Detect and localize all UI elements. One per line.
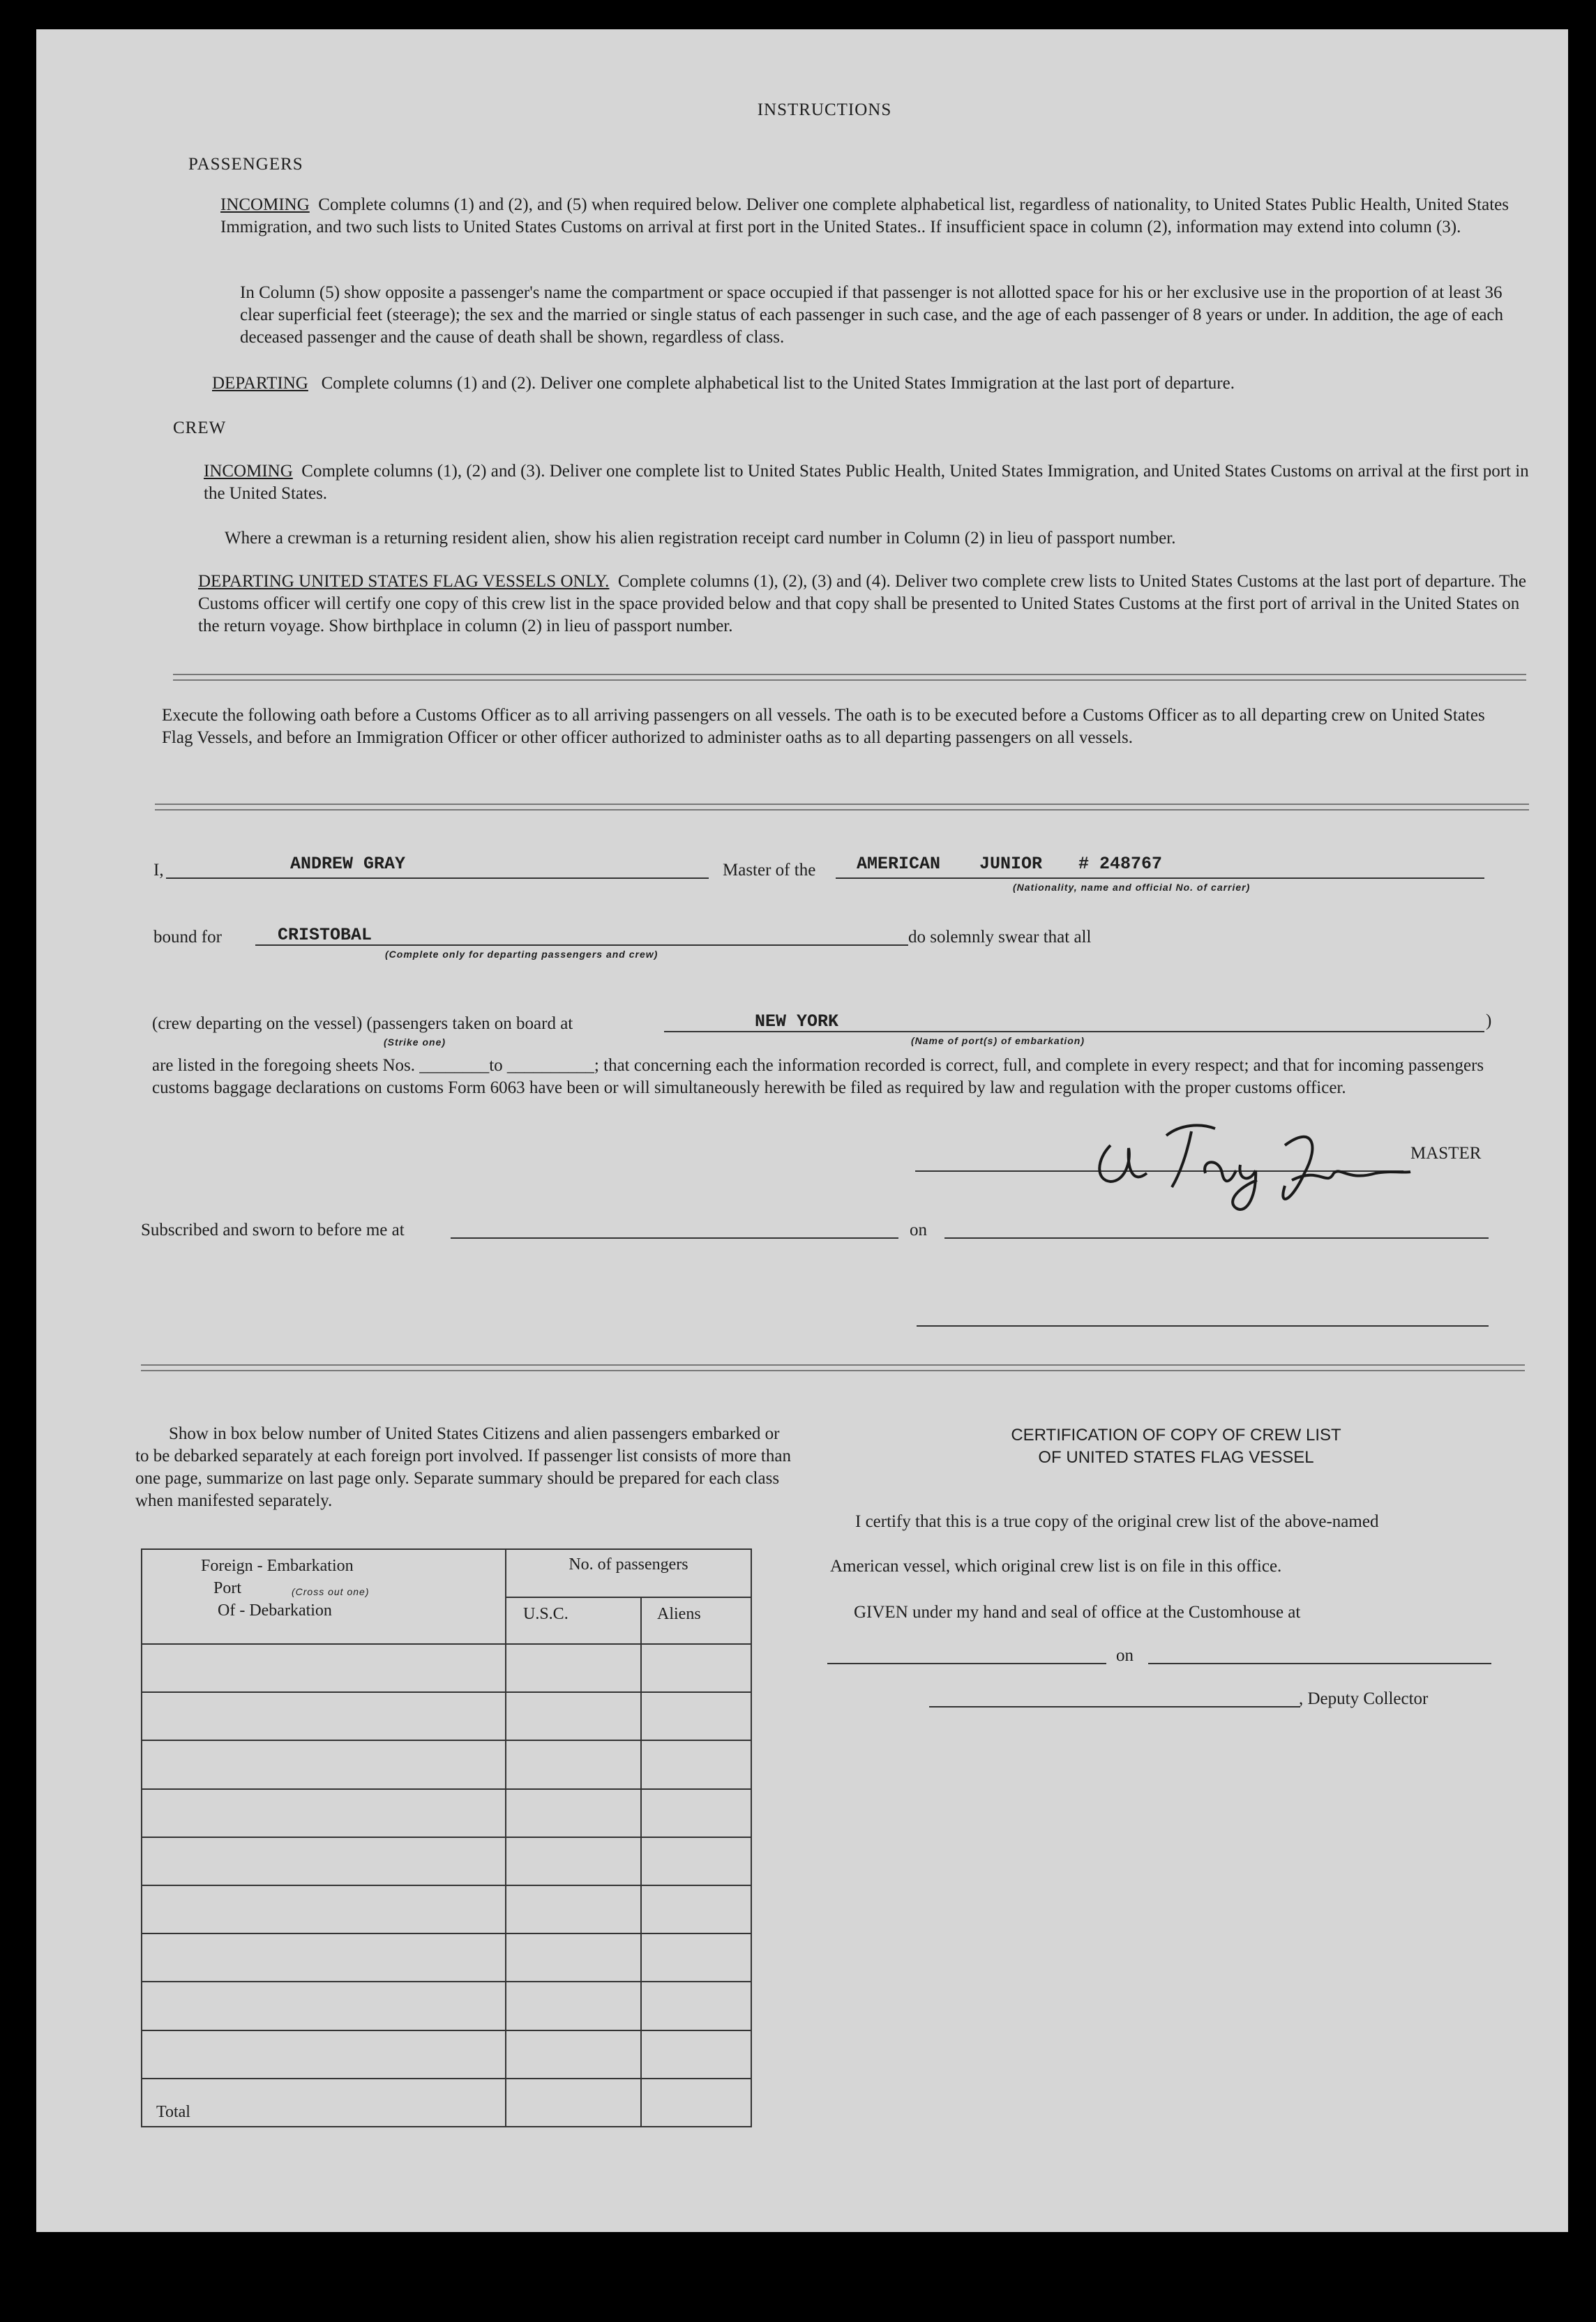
divider: [155, 804, 1529, 811]
header-aliens: Aliens: [641, 1597, 751, 1644]
bound-for-label: bound for: [153, 928, 222, 947]
vessel-line: [836, 877, 1484, 879]
deputy-collector-label: , Deputy Collector: [1299, 1689, 1429, 1708]
subscribed-label: Subscribed and sworn to before me at: [141, 1221, 405, 1239]
given-text: GIVEN under my hand and seal of office at the Customhouse at: [854, 1603, 1301, 1622]
officer-signature-line[interactable]: [917, 1325, 1489, 1327]
certification-title: [862, 1424, 1490, 1469]
oath-instruction: Execute the following oath before a Customs Officer as to all arriving passengers on all vessels. The oath is to be executed before a Customs Officer as to all departing crew on United States Flag Vessels, and before an Immigration Officer or other officer authorized to administer oaths as to all departing passengers on all vessels.: [162, 706, 1485, 747]
crew-incoming-label: INCOMING: [204, 462, 293, 481]
passengers-departing-label: DEPARTING: [212, 374, 308, 393]
certify-text: I certify that this is a true copy of the original crew list of the above-named: [855, 1512, 1379, 1531]
passengers-departing-text: Complete columns (1) and (2). Deliver one complete alphabetical list to the United States Immigration at the last port of departure.: [321, 374, 1235, 393]
crew-incoming-paragraph: [204, 460, 1529, 505]
closing-paren: ): [1486, 1011, 1492, 1030]
table-row[interactable]: [142, 1644, 751, 1692]
summary-instructions: Show in box below number of United States Citizens and alien passengers embarked or to be debarked separately at each foreign port involved. If passenger list consists of more than one page, summarize on last page only. Separate summary should be prepared for each class when manifested separately.: [135, 1424, 791, 1510]
deputy-collector-line[interactable]: [929, 1706, 1300, 1707]
listed-text: are listed in the foregoing sheets Nos. ________to __________; that concerning each the information recorded is correct, full, and complete in every respect; and that for incoming passengers customs baggage declarations on customs Form 6063 have been or will simultaneously herewith be filed as required by law and regulation with the proper customs officer.: [152, 1056, 1484, 1097]
header-cross-out: (Cross out one): [292, 1586, 370, 1597]
passengers-incoming-label: INCOMING: [220, 195, 310, 214]
header-foreign-port: [142, 1549, 506, 1644]
document-page: [36, 29, 1568, 2232]
master-label: MASTER: [1410, 1144, 1482, 1163]
master-name-line: [166, 877, 709, 879]
swear-text: do solemnly swear that all: [908, 928, 1092, 947]
bound-for-value: CRISTOBAL: [278, 925, 372, 945]
passengers-incoming-paragraph: [220, 194, 1539, 239]
master-signature: [1083, 1103, 1417, 1236]
table-row[interactable]: [142, 1740, 751, 1788]
port-caption: (Name of port(s) of embarkation): [911, 1035, 1085, 1046]
passengers-heading: PASSENGERS: [188, 155, 303, 174]
table-row[interactable]: [142, 1982, 751, 2030]
certify-text-2: American vessel, which original crew list is on file in this office.: [830, 1557, 1282, 1576]
vessel-caption: (Nationality, name and official No. of carrier): [1013, 882, 1251, 893]
header-usc: U.S.C.: [506, 1597, 641, 1644]
crew-departing-label: DEPARTING UNITED STATES FLAG VESSELS ONLY.: [198, 572, 610, 591]
subscribed-on-label: on: [910, 1221, 927, 1239]
table-row[interactable]: [142, 2030, 751, 2079]
oath-i-label: I,: [153, 861, 164, 880]
crew-heading: CREW: [173, 419, 227, 437]
certification-date-line[interactable]: [1148, 1663, 1491, 1664]
crew-departing-paragraph: [198, 571, 1537, 638]
customhouse-line[interactable]: [827, 1663, 1106, 1664]
table-row[interactable]: [142, 1837, 751, 1885]
table-row[interactable]: [142, 1933, 751, 1982]
table-row[interactable]: [142, 1885, 751, 1933]
master-name-value: ANDREW GRAY: [290, 854, 406, 874]
total-row[interactable]: [142, 2079, 751, 2127]
crew-returning-text: Where a crewman is a returning resident alien, show his alien registration receipt card number in Column (2) in lieu of passport number.: [225, 529, 1176, 548]
crew-strike-text: (crew departing on the vessel) (passengers taken on board at: [152, 1014, 573, 1033]
vessel-name-value: JUNIOR: [979, 854, 1043, 874]
subscribed-place-line[interactable]: [451, 1237, 898, 1239]
table-row[interactable]: [142, 1692, 751, 1740]
header-foreign-line2: Port: [213, 1579, 242, 1597]
vessel-nationality-value: AMERICAN: [857, 854, 941, 874]
passengers-column5-text: In Column (5) show opposite a passenger's name the compartment or space occupied if that passenger is not allotted space for his or her exclusive use in the proportion of at least 36 clear superficial feet (steerage); the sex and the married or single status of each passenger in such case, and the age of each passenger of 8 years or under. In addition, the age of each deceased passenger and the cause of death shall be shown, regardless of class.: [240, 283, 1504, 347]
master-of-label: Master of the: [723, 861, 816, 880]
passenger-summary-table: [141, 1548, 752, 2127]
vessel-number-value: # 248767: [1078, 854, 1163, 874]
bound-for-caption: (Complete only for departing passengers and crew): [385, 949, 658, 960]
strike-caption: (Strike one): [384, 1036, 446, 1048]
header-foreign-line3: Of - Debarkation: [218, 1601, 332, 1620]
divider: [141, 1364, 1525, 1371]
passengers-incoming-text: Complete columns (1) and (2), and (5) when required below. Deliver one complete alphabetical list, regardless of nationality, to United States Public Health, United States Immigration, and two such lists to United States Customs on arrival at first port in the United States.. If insufficient space in column (2), information may extend into column (3).: [220, 195, 1509, 236]
certification-title-line1: CERTIFICATION OF COPY OF CREW LIST: [1011, 1426, 1341, 1445]
divider: [173, 674, 1526, 681]
crew-incoming-text: Complete columns (1), (2) and (3). Deliver one complete list to United States Public Health, United States Immigration, and United States Customs on arrival at the first port in the United States.: [204, 462, 1529, 503]
header-foreign-line1: Foreign - Embarkation: [201, 1557, 354, 1575]
table-row[interactable]: [142, 1789, 751, 1837]
total-label: Total: [142, 2079, 506, 2127]
header-no-passengers: No. of passengers: [506, 1549, 751, 1597]
certification-on-label: on: [1116, 1646, 1134, 1665]
port-value: NEW YORK: [755, 1011, 839, 1032]
crew-departing-text: Complete columns (1), (2), (3) and (4). Deliver two complete crew lists to United States Customs at the last port of departure. The Customs officer will certify one copy of this crew list in the space provided below and that copy shall be presented to United States Customs at the first port of arrival in the United States on the return voyage. Show birthplace in column (2) in lieu of passport number.: [198, 572, 1526, 635]
passengers-departing-paragraph: [212, 372, 1537, 395]
certification-title-line2: OF UNITED STATES FLAG VESSEL: [1038, 1448, 1314, 1467]
page-title: INSTRUCTIONS: [757, 100, 892, 119]
subscribed-date-line[interactable]: [944, 1237, 1489, 1239]
